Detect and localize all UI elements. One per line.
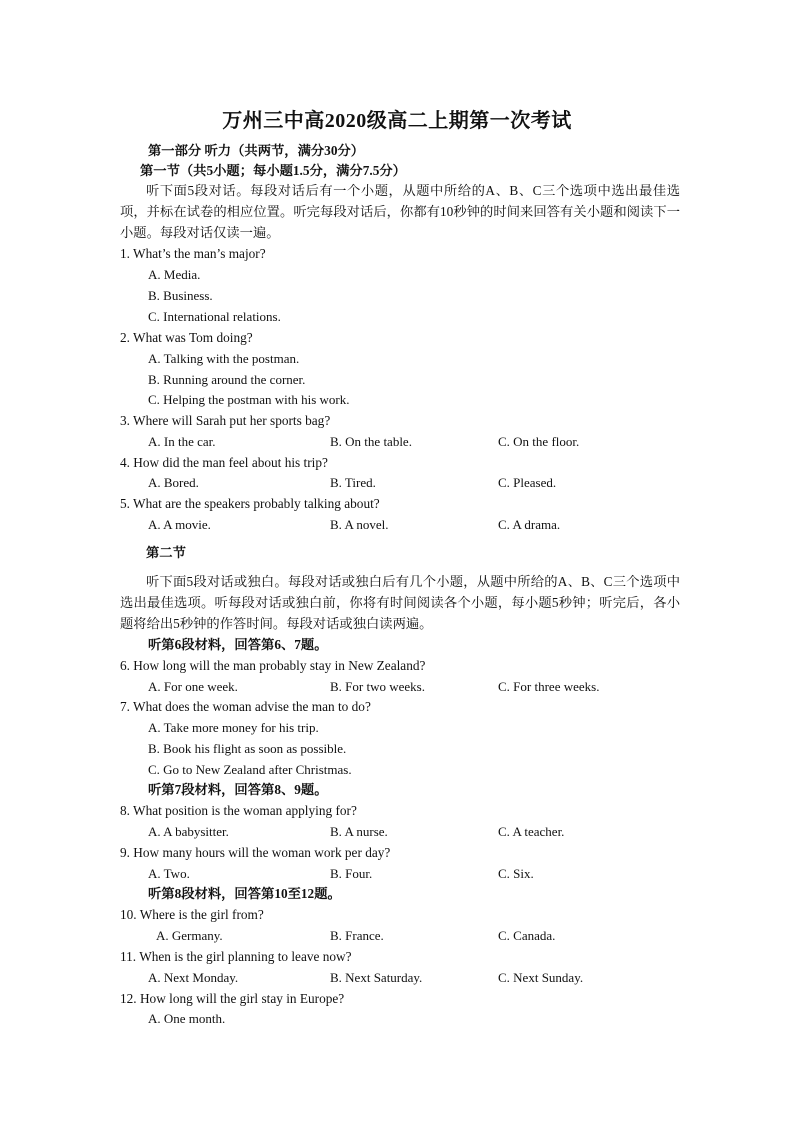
question-4-option-c: C. Pleased.	[498, 475, 557, 490]
material-7-heading: 听第7段材料，回答第8、9题。	[148, 782, 328, 797]
question-8-option-c: C. A teacher.	[498, 824, 565, 839]
question-6-option-b: B. For two weeks.	[330, 679, 425, 694]
question-7-option-b: B. Book his flight as soon as possible.	[148, 741, 347, 756]
question-8-stem: 8. What position is the woman applying for?	[120, 803, 357, 818]
question-9-option-b: B. Four.	[330, 866, 373, 881]
question-1-option-b: B. Business.	[148, 288, 213, 303]
question-10-option-c: C. Canada.	[498, 928, 556, 943]
page-title: 万州三中高2020级高二上期第一次考试	[222, 110, 572, 132]
question-10-stem: 10. Where is the girl from?	[120, 907, 264, 922]
question-6-option-c: C. For three weeks.	[498, 679, 600, 694]
question-2-stem: 2. What was Tom doing?	[120, 330, 253, 345]
question-1-stem: 1. What’s the man’s major?	[120, 246, 266, 261]
question-10-option-a: A. Germany.	[156, 928, 223, 943]
question-3-option-a: A. In the car.	[148, 434, 216, 449]
section1-instructions: 听下面5段对话。每段对话后有一个小题，从题中所给的A、B、C三个选项中选出最佳选项，并标在试卷的相应位置。听完每段对话后，你都有10秒钟的时间来回答有关小题和阅读下一小题。每段对话仅读一遍。	[120, 183, 680, 240]
question-5-option-c: C. A drama.	[498, 517, 561, 532]
question-11-stem: 11. When is the girl planning to leave now?	[120, 949, 352, 964]
section2-heading: 第二节	[146, 545, 186, 560]
question-12-option-a: A. One month.	[148, 1011, 226, 1026]
question-1-option-a: A. Media.	[148, 267, 201, 282]
question-4-stem: 4. How did the man feel about his trip?	[120, 455, 328, 470]
question-2-option-c: C. Helping the postman with his work.	[148, 392, 350, 407]
question-1-option-c: C. International relations.	[148, 309, 281, 324]
question-5-option-a: A. A movie.	[148, 517, 211, 532]
question-4-option-b: B. Tired.	[330, 475, 376, 490]
question-11-option-c: C. Next Sunday.	[498, 970, 584, 985]
question-9-option-a: A. Two.	[148, 866, 190, 881]
question-9-stem: 9. How many hours will the woman work per day?	[120, 845, 391, 860]
question-6-stem: 6. How long will the man probably stay in New Zealand?	[120, 658, 426, 673]
section2-instructions: 听下面5段对话或独白。每段对话或独白后有几个小题，从题中所给的A、B、C三个选项中选出最佳选项。听每段对话或独白前，你将有时间阅读各个小题，每小题5秒钟；听完后，各小题将给出5秒钟的作答时间。每段对话或独白读两遍。	[120, 574, 680, 631]
question-8-option-a: A. A babysitter.	[148, 824, 229, 839]
question-7-option-c: C. Go to New Zealand after Christmas.	[148, 762, 352, 777]
question-3-stem: 3. Where will Sarah put her sports bag?	[120, 413, 331, 428]
question-3-option-b: B. On the table.	[330, 434, 412, 449]
question-11-option-a: A. Next Monday.	[148, 970, 239, 985]
question-7-stem: 7. What does the woman advise the man to do?	[120, 699, 371, 714]
question-8-option-b: B. A nurse.	[330, 824, 388, 839]
question-11-option-b: B. Next Saturday.	[330, 970, 423, 985]
question-3-option-c: C. On the floor.	[498, 434, 580, 449]
question-9-option-c: C. Six.	[498, 866, 534, 881]
question-2-option-a: A. Talking with the postman.	[148, 351, 300, 366]
question-12-stem: 12. How long will the girl stay in Europe?	[120, 991, 345, 1006]
part1-heading: 第一部分 听力（共两节，满分30分）	[148, 143, 365, 158]
question-5-option-b: B. A novel.	[330, 517, 389, 532]
question-4-option-a: A. Bored.	[148, 475, 199, 490]
question-7-option-a: A. Take more money for his trip.	[148, 720, 319, 735]
question-2-option-b: B. Running around the corner.	[148, 372, 306, 387]
question-6-option-a: A. For one week.	[148, 679, 238, 694]
material-8-heading: 听第8段材料，回答第10至12题。	[148, 886, 341, 901]
question-10-option-b: B. France.	[330, 928, 384, 943]
section1-heading: 第一节（共5小题；每小题1.5分，满分7.5分）	[140, 163, 406, 178]
question-5-stem: 5. What are the speakers probably talking about?	[120, 496, 380, 511]
material-6-heading: 听第6段材料，回答第6、7题。	[148, 637, 328, 652]
